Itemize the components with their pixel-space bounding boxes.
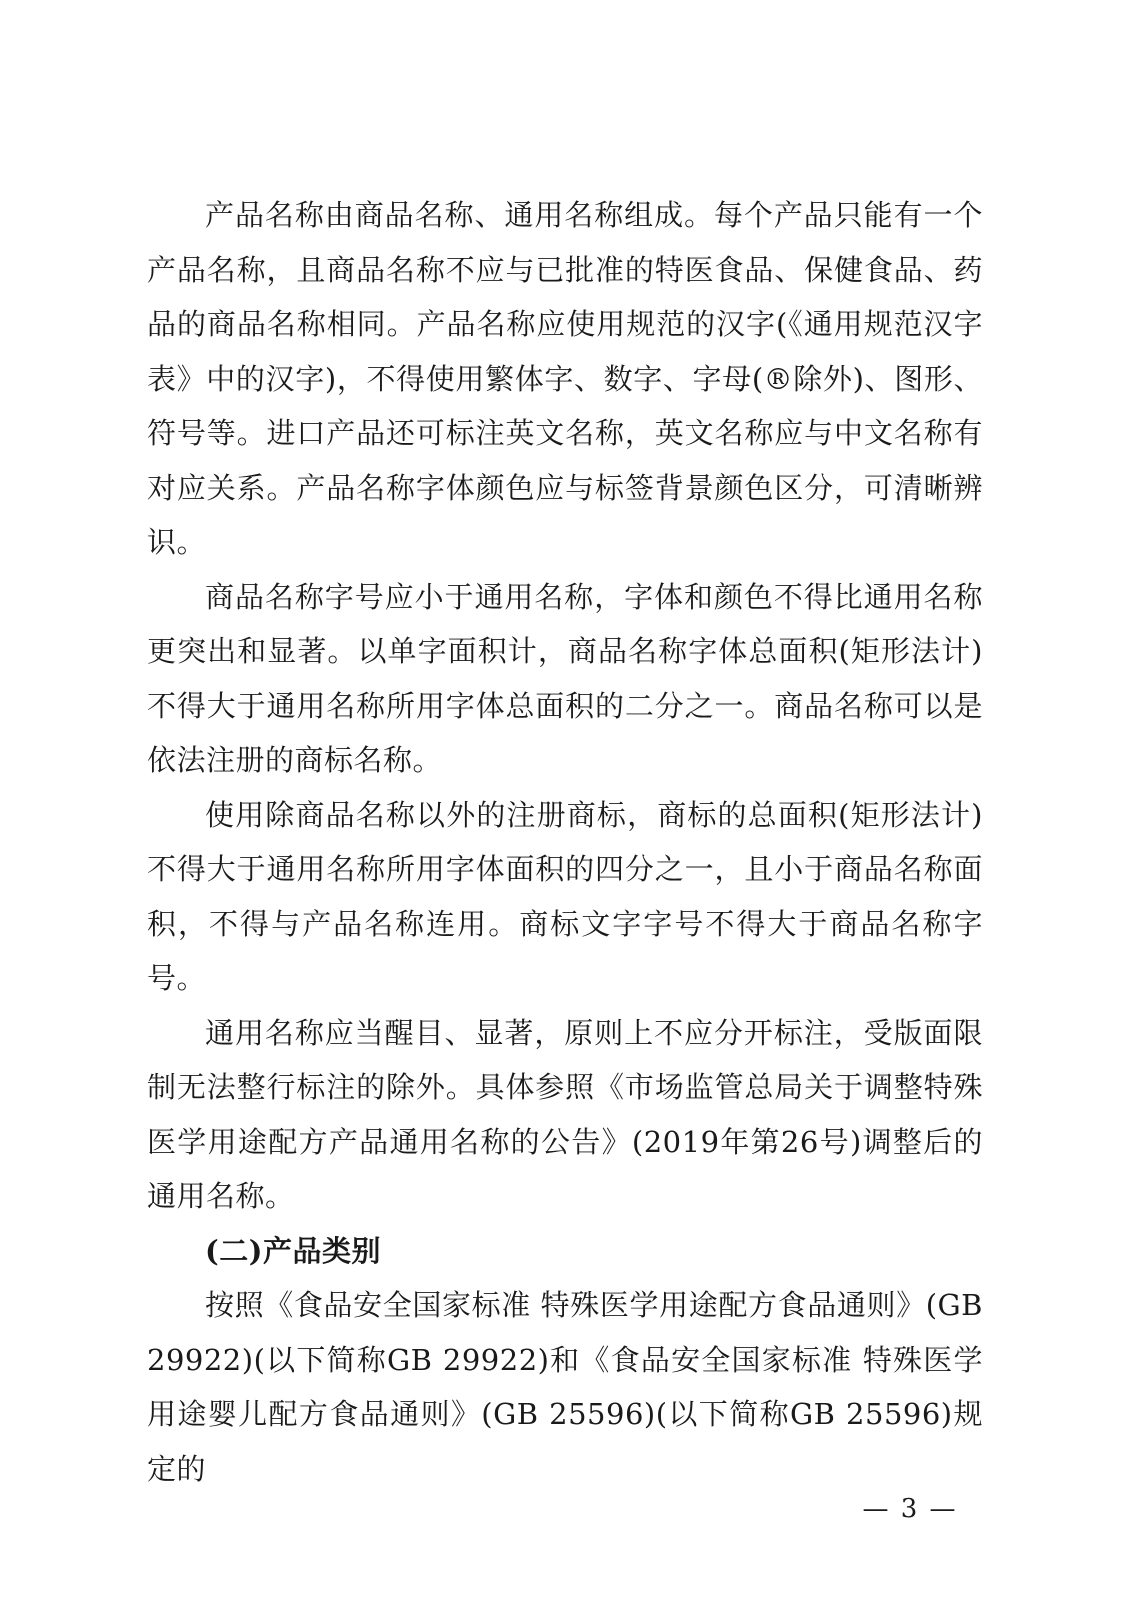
body-text <box>147 188 983 1496</box>
paragraph-product-name: 产品名称由商品名称、通用名称组成。每个产品只能有一个产品名称，且商品名称不应与已批准的特医食品、保健食品、药品的商品名称相同。产品名称应使用规范的汉字(《通用规范汉字表》中的汉字)，不得使用繁体字、数字、字母(®除外)、图形、符号等。进口产品还可标注英文名称，英文名称应与中文名称有对应关系。产品名称字体颜色应与标签背景颜色区分，可清晰辨识。 <box>147 198 983 559</box>
paragraph-trade-name: 商品名称字号应小于通用名称，字体和颜色不得比通用名称更突出和显著。以单字面积计，商品名称字体总面积(矩形法计)不得大于通用名称所用字体总面积的二分之一。商品名称可以是依法注册的商标名称。 <box>147 579 983 777</box>
page-number: — 3 — <box>862 1494 958 1524</box>
paragraph-trademark: 使用除商品名称以外的注册商标，商标的总面积(矩形法计)不得大于通用名称所用字体面积的四分之一，且小于商品名称面积，不得与产品名称连用。商标文字字号不得大于商品名称字号。 <box>147 797 983 995</box>
paragraph-product-category: 按照《食品安全国家标准 特殊医学用途配方食品通则》(GB 29922)(以下简称GB 29922)和《食品安全国家标准 特殊医学用途婴儿配方食品通则》(GB 25596)(以下简称GB 25596)规定的 <box>147 1288 983 1486</box>
section-heading-product-category: (二)产品类别 <box>205 1233 381 1268</box>
paragraph-common-name: 通用名称应当醒目、显著，原则上不应分开标注，受版面限制无法整行标注的除外。具体参照《市场监管总局关于调整特殊医学用途配方产品通用名称的公告》(2019年第26号)调整后的通用名称。 <box>147 1015 983 1213</box>
